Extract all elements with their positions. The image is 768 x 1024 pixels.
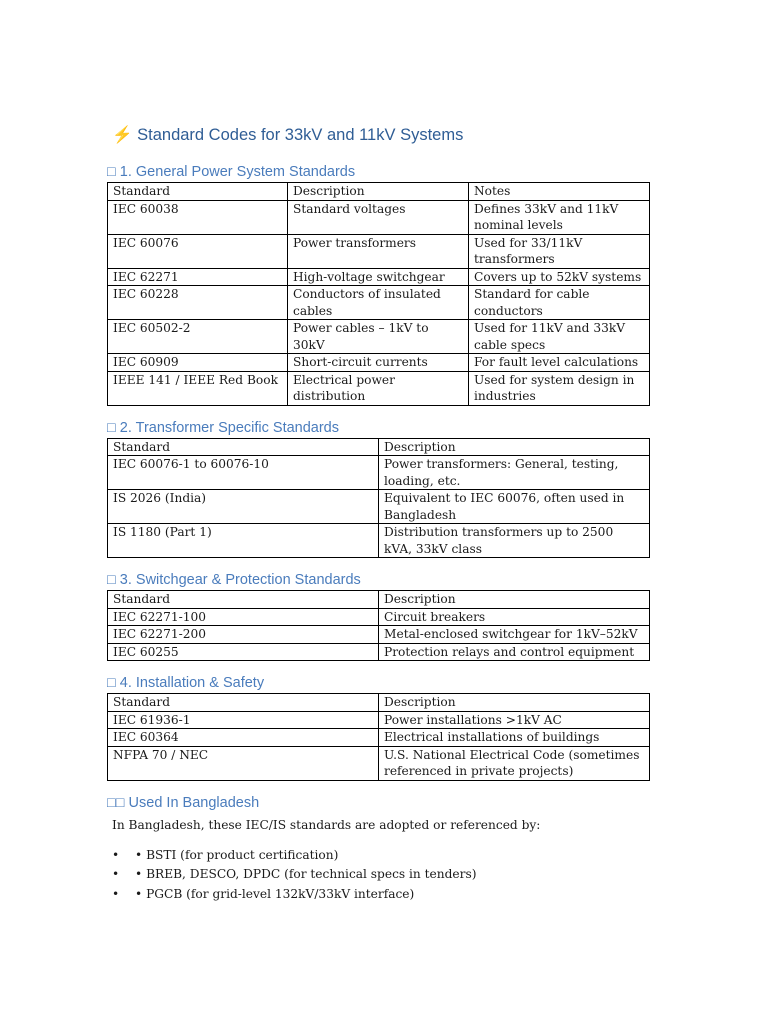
table-cell: Conductors of insulated cables (288, 286, 469, 320)
header-cell: Standard (108, 694, 379, 712)
table-cell: IEC 60228 (108, 286, 288, 320)
table-row (108, 320, 650, 354)
table-row (108, 200, 650, 234)
header-cell: Notes (469, 183, 650, 201)
table-cell: Distribution transformers up to 2500 kVA, 33kV class (379, 524, 650, 558)
header-cell: Description (288, 183, 469, 201)
section-heading-switchgear: □ 3. Switchgear & Protection Standards (107, 572, 361, 588)
table-row (108, 286, 650, 320)
section-heading-installation: □ 4. Installation & Safety (107, 675, 265, 691)
table-cell: Standard voltages (288, 200, 469, 234)
table-cell: Used for 33/11kV transformers (469, 234, 650, 268)
header-cell: Description (379, 694, 650, 712)
table-row (108, 729, 650, 747)
list-item-text: • BREB, DESCO, DPDC (for technical specs in tenders) (135, 867, 477, 881)
table-cell: IEEE 141 / IEEE Red Book (108, 371, 288, 405)
bullet-icon: • (112, 847, 120, 862)
table-cell: IEC 61936-1 (108, 711, 379, 729)
table-cell: NFPA 70 / NEC (108, 746, 379, 780)
table-cell: Protection relays and control equipment (379, 643, 650, 661)
table-header-row (108, 694, 650, 712)
table-row (108, 456, 650, 490)
table-row (108, 268, 650, 286)
document-title: ⚡ Standard Codes for 33kV and 11kV Systems (112, 126, 464, 144)
bullet-icon: • (112, 867, 120, 881)
table-row (108, 643, 650, 661)
table-row (108, 626, 650, 644)
table-cell: Electrical installations of buildings (379, 729, 650, 747)
table-cell: For fault level calculations (469, 354, 650, 372)
table-cell: U.S. National Electrical Code (sometimes referenced in private projects) (379, 746, 650, 780)
table-cell: Power transformers (288, 234, 469, 268)
table-cell: IEC 60038 (108, 200, 288, 234)
table-cell: Used for system design in industries (469, 371, 650, 405)
list-item (107, 885, 649, 905)
list-item (107, 865, 649, 885)
table-row (108, 524, 650, 558)
table-cell: Circuit breakers (379, 608, 650, 626)
table-cell: IEC 62271-200 (108, 626, 379, 644)
table-row (108, 608, 650, 626)
bangladesh-list (107, 846, 649, 905)
switchgear-standards-table (107, 590, 650, 661)
table-row (108, 711, 650, 729)
table-header-row (108, 183, 650, 201)
list-item-text: • PGCB (for grid-level 132kV/33kV interface) (135, 886, 415, 901)
table-cell: Used for 11kV and 33kV cable specs (469, 320, 650, 354)
installation-standards-table (107, 693, 650, 781)
table-cell: IEC 60364 (108, 729, 379, 747)
table-row (108, 371, 650, 405)
header-cell: Description (379, 438, 650, 456)
table-cell: Equivalent to IEC 60076, often used in Bangladesh (379, 490, 650, 524)
general-standards-table (107, 182, 650, 406)
table-cell: Power installations >1kV AC (379, 711, 650, 729)
bullet-icon: • (112, 886, 120, 901)
bangladesh-intro: In Bangladesh, these IEC/IS standards are adopted or referenced by: (112, 817, 541, 832)
table-header-row (108, 438, 650, 456)
table-cell: Defines 33kV and 11kV nominal levels (469, 200, 650, 234)
table-cell: IEC 60502-2 (108, 320, 288, 354)
section-heading-transformer: □ 2. Transformer Specific Standards (107, 419, 339, 436)
document-page (107, 122, 649, 904)
table-cell: IEC 60076-1 to 60076-10 (108, 456, 379, 490)
table-cell: IEC 62271-100 (108, 608, 379, 626)
header-cell: Standard (108, 183, 288, 201)
table-cell: IEC 60255 (108, 643, 379, 661)
section-heading-bangladesh: □□ Used In Bangladesh (107, 794, 260, 811)
section-heading-general: □ 1. General Power System Standards (107, 164, 356, 180)
table-cell: Covers up to 52kV systems (469, 268, 650, 286)
table-cell: Short-circuit currents (288, 354, 469, 372)
table-row (108, 746, 650, 780)
table-cell: IEC 62271 (108, 268, 288, 286)
header-cell: Standard (108, 438, 379, 456)
list-item-text: • BSTI (for product certification) (135, 847, 339, 862)
table-cell: IS 1180 (Part 1) (108, 524, 379, 558)
table-row (108, 490, 650, 524)
table-cell: Power transformers: General, testing, loading, etc. (379, 456, 650, 490)
table-cell: High-voltage switchgear (288, 268, 469, 286)
table-cell: Metal-enclosed switchgear for 1kV–52kV (379, 626, 650, 644)
table-cell: IS 2026 (India) (108, 490, 379, 524)
header-cell: Description (379, 591, 650, 609)
table-cell: IEC 60076 (108, 234, 288, 268)
table-header-row (108, 591, 650, 609)
table-cell: Standard for cable conductors (469, 286, 650, 320)
table-row (108, 234, 650, 268)
list-item (107, 846, 649, 866)
transformer-standards-table (107, 438, 650, 559)
table-cell: Electrical power distribution (288, 371, 469, 405)
table-cell: Power cables – 1kV to 30kV (288, 320, 469, 354)
table-row (108, 354, 650, 372)
table-cell: IEC 60909 (108, 354, 288, 372)
header-cell: Standard (108, 591, 379, 609)
